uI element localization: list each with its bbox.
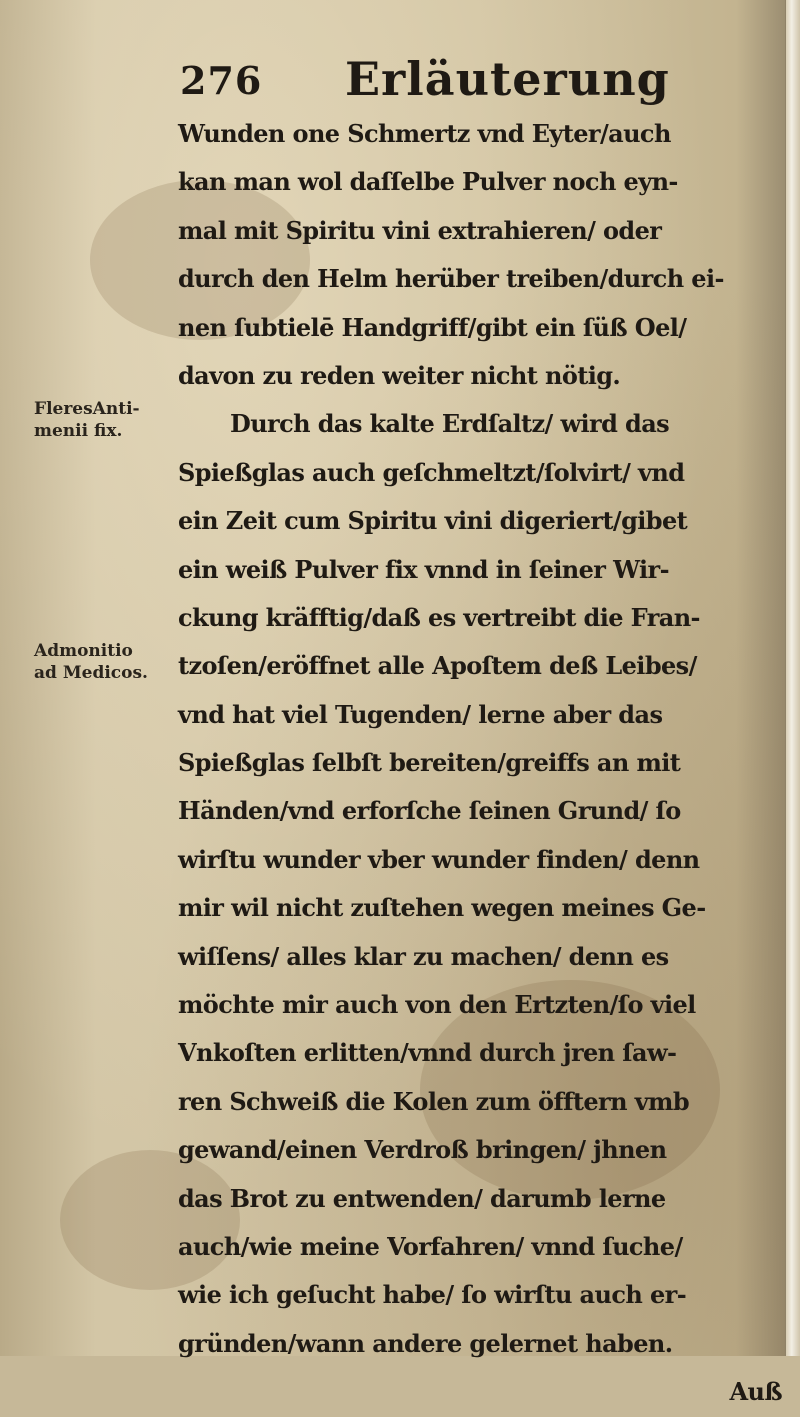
text-line: nen ſubtielē Handgriff/gibt ein ſüß Oel/ — [178, 312, 687, 342]
text-line: ren Schweiß die Kolen zum öfftern vmb — [178, 1086, 690, 1116]
text-line: davon zu reden weiter nicht nötig. — [178, 360, 621, 390]
text-line: Vnkoſten erlitten/vnnd durch jren ſaw- — [178, 1038, 677, 1068]
margin-note-line: ad Medicos. — [34, 663, 148, 683]
page-edge — [785, 0, 800, 1356]
text-line: Durch das kalte Erdſaltz/ wird das — [230, 409, 670, 439]
text-line: ein Zeit cum Spiritu vini digeriert/gibet — [178, 506, 688, 536]
text-line: kan man wol daſſelbe Pulver noch eyn- — [178, 167, 678, 197]
body-text — [178, 110, 790, 1417]
margin-note-line: Admonitio — [34, 641, 133, 661]
text-line: mir wil nicht zuſtehen wegen meines Ge- — [178, 893, 706, 923]
page-header — [180, 52, 700, 110]
catchword: Auß — [729, 1377, 782, 1407]
text-line: mal mit Spiritu vini extrahieren/ oder — [178, 215, 662, 245]
margin-note-line: menii fix. — [34, 421, 123, 441]
text-line: Händen/vnd erforſche ſeinen Grund/ ſo — [178, 796, 681, 826]
text-line: wirſtu wunder vber wunder finden/ denn — [178, 844, 700, 874]
margin-note — [34, 398, 184, 442]
text-line: Spießglas auch geſchmeltzt/ſolvirt/ vnd — [178, 457, 685, 487]
running-head: Erläuterung — [345, 52, 670, 106]
margin-note-line: FleresAnti- — [34, 399, 140, 419]
text-line: Wunden one Schmertz vnd Eyter/auch — [178, 119, 671, 148]
text-line: gründen/wann andere gelernet haben. — [178, 1328, 673, 1358]
text-line: das Brot zu entwenden/ darumb lerne — [178, 1183, 666, 1213]
text-line: durch den Helm herüber treiben/durch ei- — [178, 264, 724, 294]
text-line: wiſſens/ alles klar zu machen/ denn es — [178, 941, 669, 971]
text-line: möchte mir auch von den Ertzten/ſo viel — [178, 990, 696, 1020]
text-line: vnd hat viel Tugenden/ lerne aber das — [178, 699, 663, 729]
text-line: ein weiß Pulver fix vnnd in ſeiner Wir- — [178, 554, 669, 584]
text-line: gewand/einen Verdroß bringen/ jhnen — [178, 1135, 667, 1165]
page-number: 276 — [180, 58, 263, 103]
margin-note — [34, 640, 184, 684]
text-line: Spießglas ſelbſt bereiten/greiffs an mit — [178, 748, 681, 778]
text-line: tzoſen/eröffnet alle Apoſtem deß Leibes/ — [178, 651, 697, 681]
text-line: ckung kräfftig/daß es vertreibt die Fran- — [178, 602, 700, 632]
text-line: wie ich geſucht habe/ ſo wirſtu auch er- — [178, 1280, 687, 1310]
text-line: auch/wie meine Vorfahren/ vnnd ſuche/ — [178, 1231, 683, 1261]
